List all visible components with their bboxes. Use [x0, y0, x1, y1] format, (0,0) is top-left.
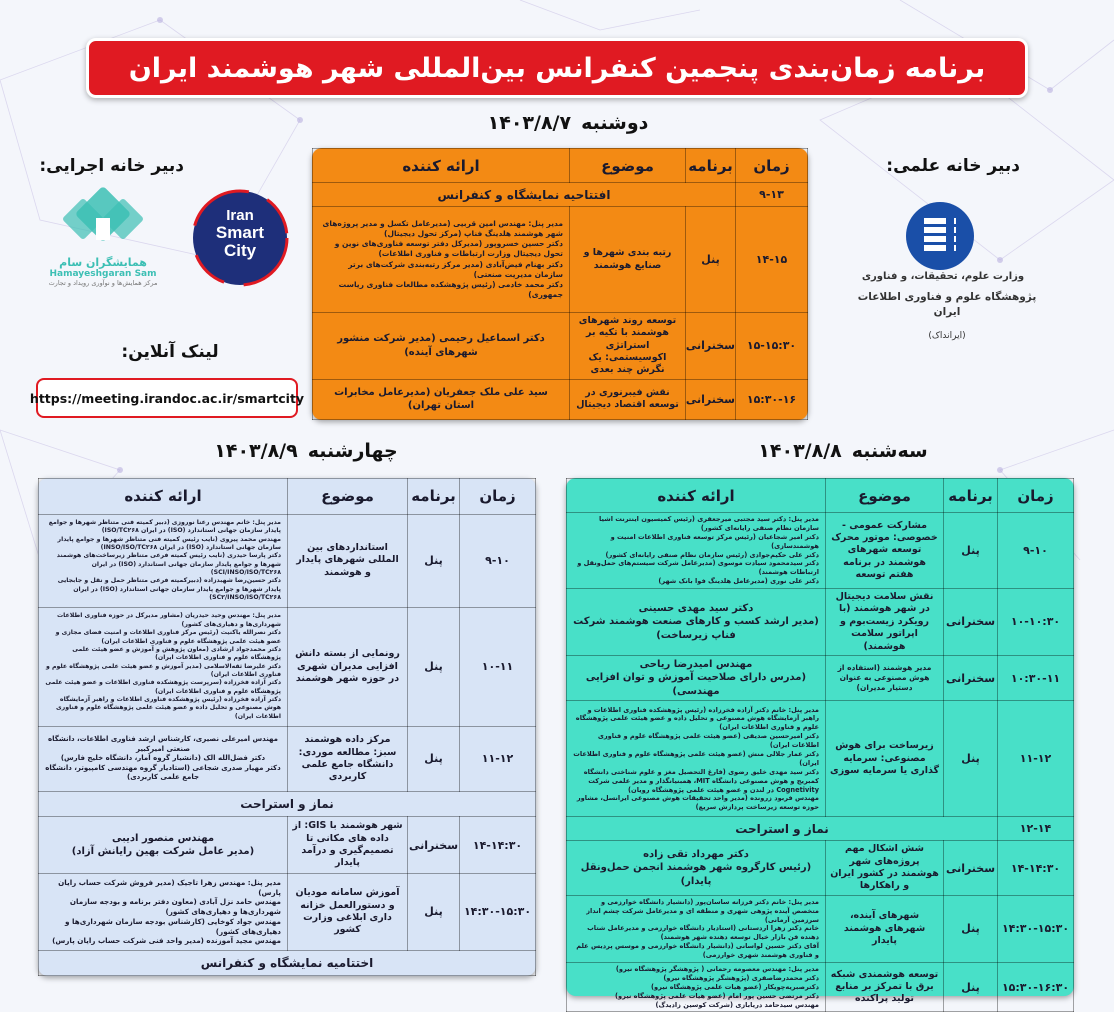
- row-presenters: [567, 841, 826, 895]
- presenter-line: سید علی ملک جعفریان (مدیرعامل مخابرات استان تهران): [334, 386, 548, 412]
- row-program: پنل: [944, 701, 998, 817]
- sci-secretariat-heading: دبیر خانه علمی:: [886, 156, 1020, 176]
- presenter-line: مهندس امیدرضا ریاحی: [639, 658, 753, 670]
- presenter-line: دکتر پارسا حیدری (نایب رئیس کمیته فرعی متناظر زیرساخت‌های هوشمند شهرها و جوامع پایدار سازمان جهانی استاندارد (ISO) در ایران SCI/INSO/ISO/TC۲۶۸): [56, 552, 281, 576]
- row-program: پنل: [944, 962, 998, 1011]
- row-topic: مدیر هوشمند (استفاده از هوش مصنوعی به عنوان دستیار مدیران): [826, 655, 944, 701]
- presenter-line: (مدرس دارای صلاحیت آموزش و توان افزایی مهندسی): [585, 672, 807, 697]
- day1-schedule-table: [312, 148, 808, 420]
- institute-name: پژوهشگاه علوم و فناوری اطلاعات ایران: [857, 291, 1037, 318]
- row-topic: شهرهای آینده، شهرهای هوشمند پایدار: [826, 895, 944, 962]
- table-row: [567, 962, 1074, 1011]
- sam-name: همایشگران سام: [59, 256, 147, 269]
- presenter-line: دکتر سید مهدی خلیق رضوی (فارغ التحصیل مغز و علوم شناختی دانشگاه کمبریج و هوش مصنوعی دانشگاه MIT، همبنیانگذار و مدیر علمی شرکت Cognetivity در لندن و عضو هیئت علمی پژوهشگاه رویان): [583, 767, 819, 794]
- row-program: سخنرانی: [686, 313, 736, 380]
- row-program: پنل: [944, 895, 998, 962]
- row-time: ۱۲-۱۴: [998, 817, 1074, 841]
- presenter-line: دکتر اسماعیل رحیمی (مدیر شرکت منشور شهرهای آینده): [337, 333, 545, 358]
- presenter-line: دکتر حسین خسروپور (مدیرکل دفتر توسعه فناوری‌های نوین و تحول دیجیتال وزارت ارتباطات و فناوری اطلاعات): [334, 239, 563, 259]
- exec-secretariat-heading: دبیر خانه اجرایی:: [39, 156, 184, 176]
- day2-heading: [738, 440, 948, 462]
- row-time: ۱۴-۱۴:۳۰: [460, 817, 536, 874]
- table-row: [39, 791, 536, 816]
- row-program: پنل: [686, 207, 736, 313]
- presenter-line: دکتر حسین‌رضا شهبدزاده (دبیرکمیته فرعی متناظر حمل و نقل و جابجایی پایدار شهرها و جوامع پایدار سازمان جهانی استاندارد (ISO) در ایران SC۲/INSO/ISO/TC۲۶۸): [57, 577, 281, 602]
- sam-latin-name: Hamayeshgaran Sam: [49, 269, 157, 279]
- day1-date: ۱۴۰۳/۸/۷: [487, 112, 572, 134]
- row-topic: توسعه روند شهرهای هوشمند با تکیه بر استراتژی اکوسیستمی: یک نگرش چند بعدی: [570, 313, 686, 380]
- prayer-break: نماز و استراحت: [39, 791, 536, 816]
- row-presenters: [39, 817, 288, 874]
- day2-label: سه‌شنبه: [851, 440, 928, 462]
- presenter-line: دکتر محمد خادمی (رئیس پژوهشکده مطالعات فناوری ریاست جمهوری): [338, 279, 563, 299]
- sam-subtitle: مرکز همایش‌ها و نوآوری رویداد و تجارت: [48, 279, 158, 287]
- row-topic: زیرساخت برای هوش مصنوعی: سرمایه گذاری یا سرمایه سوزی: [826, 701, 944, 817]
- presenter-line: دکتر علیرضا ثقه‌الاسلامی (مدیر آموزش و عضو هیئت علمی پژوهشگاه علوم و فناوری اطلاعات ایران): [45, 662, 281, 678]
- row-program: پنل: [408, 607, 460, 726]
- row-program: سخنرانی: [944, 589, 998, 656]
- row-topic: آموزش سامانه مودیان و دستورالعمل خزانه داری ابلاغی وزارت کشور: [288, 874, 408, 951]
- row-program: سخنرانی: [944, 655, 998, 701]
- day3-label: چهارشنبه: [307, 440, 398, 462]
- isc-line2: Smart: [215, 222, 265, 242]
- row-program: پنل: [944, 513, 998, 589]
- presenter-line: دکتر عمار جلالی منش (عضو هیئت علمی پژوهشگاه علوم و فناوری اطلاعات ایران): [573, 749, 819, 767]
- presenter-line: دکتر آزاده فخرزاده (رئیس پژوهشکده فناوری اطلاعات و راهبر آزمایشگاه هوش مصنوعی و تحلیل داده و عضو هیئت علمی پژوهشگاه علوم و فناوری اطلاعات ایران): [56, 696, 281, 720]
- prayer-break: نماز و استراحت: [567, 817, 998, 841]
- row-presenters: [39, 726, 288, 791]
- day3-schedule-table: [38, 478, 536, 976]
- row-program: پنل: [408, 514, 460, 607]
- header-presenter: ارائه کننده: [39, 479, 288, 515]
- header-program: برنامه: [408, 479, 460, 515]
- presenter-line: دکتر مهیار صدری شجاعی (استادیار گروه مهندسی کامپیوتر، دانشگاه جامع علمی کاربردی): [45, 763, 281, 782]
- presenter-line: مدیر پنل: خانم دکتر فرزانه ساسان‌پور (دانشیار دانشگاه خوارزمی و متخصص آینده پژوهی شهری و منطقه ای و مدیرعامل شرکت چشم انداز سرزمین آرمانی): [586, 897, 819, 924]
- presenter-line: دکتر مرتضی حسین پور امام (عضو هیات علمی پژوهشگاه نیرو): [615, 991, 819, 1000]
- row-time: ۱۵:۳۰-۱۶:۳۰: [998, 962, 1074, 1011]
- presenter-line: مدیر پنل: مهندس زهرا تاجیک (مدیر فروش شرکت حساب رایان پارس): [58, 877, 281, 897]
- row-time: ۹-۱۰: [460, 514, 536, 607]
- sam-logo-icon: [48, 190, 158, 252]
- table-row: [39, 817, 536, 874]
- header-presenter: ارائه کننده: [567, 479, 826, 513]
- row-presenters: [567, 513, 826, 589]
- isc-line1: Iran: [226, 207, 254, 224]
- header-topic: موضوع: [570, 149, 686, 183]
- presenter-line: مهندس حامد نزل آبادی (معاون دفتر برنامه و بودجه سازمان شهرداری‌ها و دهیاری‌های کشور): [69, 897, 281, 917]
- presenter-line: آقای دکتر حسین لواسانی (دانشیار دانشگاه خوارزمی و موسس پردیس علم و فناوری هوشمند شهری خوارزمی): [576, 942, 819, 960]
- row-topic: توسعه هوشمندی شبکه برق با تمرکز بر منابع تولید پراکنده: [826, 962, 944, 1011]
- row-topic: نقش فیبرنوری در توسعه اقتصاد دیجیتال: [570, 379, 686, 419]
- table-row: [313, 207, 808, 313]
- table-row: [567, 895, 1074, 962]
- row-time: ۱۴-۱۴:۳۰: [998, 841, 1074, 895]
- table-row: [567, 817, 1074, 841]
- page-title: برنامه زمان‌بندی پنجمین کنفرانس بین‌المللی شهر هوشمند ایران: [86, 38, 1028, 98]
- header-topic: موضوع: [288, 479, 408, 515]
- table-row: [39, 514, 536, 607]
- row-presenters: [313, 379, 570, 419]
- header-time: زمان: [736, 149, 808, 183]
- opening-ceremony: افتتاحیه نمایشگاه و کنفرانس: [313, 183, 736, 207]
- presenter-line: مهندس مجید آموزنده (مدیر واحد فنی شرکت حساب رایان پارس): [52, 936, 281, 946]
- presenter-line: مدیر پنل: مهندس معصومه رحمانی ( پژوهشگر پژوهشگاه نیرو): [615, 964, 819, 973]
- row-time: ۱۵-۱۵:۳۰: [736, 313, 808, 380]
- online-link-heading: لینک آنلاین:: [121, 342, 219, 362]
- presenter-line: دکتر محمدرضاصفری (پژوهشگر پژوهشگاه نیرو): [663, 973, 819, 982]
- row-topic: نقش سلامت دیجیتال در شهر هوشمند (با رویکرد زیست‌بوم و اپراتور سلامت هوشمند): [826, 589, 944, 656]
- row-time: ۱۱-۱۲: [998, 701, 1074, 817]
- presenter-line: مهندس جواد کوخایی (کارشناس بودجه سازمان شهرداری‌ها و دهیاری‌های کشور): [65, 916, 281, 936]
- presenter-line: دکترصبریه‌چویکار (عضو هیات علمی پژوهشگاه نیرو): [651, 982, 819, 991]
- header-program: برنامه: [944, 479, 998, 513]
- row-topic: شهر هوشمند با GIS: از داده های مکانی تا تصمیم‌گیری و درآمد پایدار: [288, 817, 408, 874]
- presenter-line: (مدیر ارشد کسب و کارهای صنعت هوشمند شرکت فناپ زیرساخت): [573, 616, 819, 641]
- presenter-line: دکتر سیدمحمود سیادت موسوی (مدیرعامل شرکت سیستم‌های حمل‌ونقل و ارتباطات هوشمند): [577, 559, 819, 577]
- table-row: [567, 655, 1074, 701]
- presenter-line: دکتر آزاده فخرزاده (سرپرست پژوهشکده فناوری اطلاعات و عضو هیئت علمی پژوهشگاه علوم و فناوری اطلاعات ایران): [45, 679, 281, 695]
- presenter-line: مهندس سیدحامد دریابازی (شرکت کوسین زادیدگ): [655, 1000, 819, 1009]
- table-row: [313, 313, 808, 380]
- presenter-line: (رئیس کارگروه شهر هوشمند انجمن حمل‌ونقل پایدار): [580, 862, 812, 887]
- row-topic: استانداردهای بین المللی شهرهای پایدار و هوشمند: [288, 514, 408, 607]
- row-topic: رونمایی از بسته دانش افزایی مدیران شهری در حوزه شهر هوشمند: [288, 607, 408, 726]
- presenter-line: مهندس منصور ادیبی: [111, 832, 215, 844]
- row-topic: مشارکت عمومی - خصوصی: موتور محرک توسعه شهرهای هوشمند در برنامه هفتم توسعه: [826, 513, 944, 589]
- online-meeting-link[interactable]: https://meeting.irandoc.ac.ir/smartcity: [36, 378, 298, 418]
- row-time: ۱۴:۳۰-۱۵:۳۰: [460, 874, 536, 951]
- header-time: زمان: [460, 479, 536, 515]
- presenter-line: دکتر محمدجواد ارشادی (معاون پژوهش و آموزش و عضو هیئت علمی پژوهشگاه علوم و فناوری اطلاعات ایران): [72, 645, 281, 662]
- presenter-line: دکتر امیر شجاعیان (رئیس مرکز توسعه فناوری اطلاعات امنیت و هوشمندسازی): [610, 532, 819, 550]
- table-row: [39, 607, 536, 726]
- isc-line3: City: [223, 240, 257, 260]
- row-time: ۱۵:۳۰-۱۶: [736, 379, 808, 419]
- row-program: سخنرانی: [686, 379, 736, 419]
- presenter-line: دکتر سید مهدی حسینی: [638, 602, 754, 614]
- institute-abbr: (ایرانداک): [928, 331, 966, 341]
- header-time: زمان: [998, 479, 1074, 513]
- row-presenters: [39, 514, 288, 607]
- hamayeshgaran-sam-logo: [48, 190, 158, 290]
- table-header-row: [39, 479, 536, 515]
- header-presenter: ارائه کننده: [313, 149, 570, 183]
- row-topic: مرکز داده هوشمند سبز: مطالعه موردی: دانشگاه جامع علمی کاربردی: [288, 726, 408, 791]
- table-row: [313, 183, 808, 207]
- row-time: ۱۰:۳۰-۱۱: [998, 655, 1074, 701]
- row-time: ۱۴:۳۰-۱۵:۳۰: [998, 895, 1074, 962]
- table-row: [567, 513, 1074, 589]
- row-program: پنل: [408, 874, 460, 951]
- row-presenters: [567, 589, 826, 656]
- presenter-line: مدیر پنل: دکتر سید مجتبی میرجعفری (رئیس کمیسیون اینترنت اشیا سازمان نظام صنفی رایانه‌ای کشور): [599, 515, 819, 532]
- table-row: [39, 874, 536, 951]
- row-topic: رتبه بندی شهرها و صنایع هوشمند: [570, 207, 686, 313]
- presenter-line: مهندس امیرعلی نصیری، کارشناس ارشد فناوری اطلاعات، دانشگاه صنعتی امیرکبیر: [47, 735, 279, 753]
- table-row: [567, 589, 1074, 656]
- presenter-line: دکتر مهرداد تقی زاده: [643, 848, 749, 860]
- row-presenters: [39, 874, 288, 951]
- table-row: [567, 701, 1074, 817]
- presenter-line: مدیر پنل: خانم مهندس رعنا نوروزی (دبیر کمیته فنی متناظر شهرها و جوامع پایدار سازمان جهانی استاندارد (ISO) در ایران ISO/TC۲۶۸): [48, 518, 281, 535]
- presenter-line: مدیر پنل: خانم دکتر آزاده فخرزاده (رئیس پژوهشکده فناوری اطلاعات و راهبر آزمایشگاه هوش مصنوعی و تحلیل داده و عضو هیئت علمی پژوهشگاه علوم و فناوری اطلاعات ایران): [575, 705, 819, 732]
- ministry-name: وزارت علوم، تحقیقات، و فناوری: [861, 271, 1025, 282]
- table-row: [567, 841, 1074, 895]
- header-program: برنامه: [686, 149, 736, 183]
- closing-ceremony: اختتامیه نمایشگاه و کنفرانس: [39, 950, 536, 975]
- presenter-line: دکتر بهنام فیض‌آبادی (مدیر مرکز رتبه‌بندی شرکت‌های برتر سازمان مدیریت صنعتی): [348, 259, 563, 279]
- row-presenters: [567, 655, 826, 701]
- row-time: ۹-۱۰: [998, 513, 1074, 589]
- row-presenters: [39, 607, 288, 726]
- row-time: ۹-۱۳: [736, 183, 808, 207]
- table-row: [313, 379, 808, 419]
- presenter-line: خانم دکتر زهرا اردستانی (استادیار دانشگاه خوارزمی و مدیرعامل شتاب دهنده فن بازار خیال توسعه دهنده شهر هوشمند): [587, 924, 819, 942]
- row-program: سخنرانی: [944, 841, 998, 895]
- presenter-line: دکتر علی نوری (مدیرعامل هلدینگ فوا بانک شهر): [658, 577, 819, 586]
- table-header-row: [567, 479, 1074, 513]
- irandoc-emblem-icon: [900, 196, 980, 276]
- day2-schedule-table: [566, 478, 1074, 1009]
- presenter-line: (مدیر عامل شرکت بهین رایانش آزاد): [71, 846, 255, 858]
- table-header-row: [313, 149, 808, 183]
- presenter-line: مدیر پنل: مهندس وحید حیدریان (مشاور مدیرکل در حوزه فناوری اطلاعات شهرداری‌ها و دهیاری‌های کشور): [56, 612, 281, 628]
- iran-smart-city-logo: [190, 188, 290, 288]
- row-time: ۱۰-۱۰:۳۰: [998, 589, 1074, 656]
- row-presenters: [313, 313, 570, 380]
- irandoc-logo: [900, 196, 980, 276]
- day3-date: ۱۴۰۳/۸/۹: [214, 440, 298, 462]
- row-program: سخنرانی: [408, 817, 460, 874]
- day3-heading: [196, 440, 416, 462]
- row-topic: شش اشکال مهم پروژه‌های شهر هوشمند در کشور ایران و راهکارها: [826, 841, 944, 895]
- row-presenters: [567, 962, 826, 1011]
- day1-label: دوشنبه: [581, 112, 649, 134]
- presenter-line: دکتر امیرحسین صدیقی (عضو هیئت علمی پژوهشگاه علوم و فناوری اطلاعات ایران): [597, 732, 819, 750]
- presenter-line: دکتر نصرالله یاکنیت (رئیس مرکز فناوری اطلاعات و امنیت فضای مجازی و عضو هیئت علمی پژوهشگاه علوم و فناوری اطلاعات ایران): [55, 629, 281, 645]
- table-row: [39, 726, 536, 791]
- day1-heading: [468, 112, 668, 134]
- row-program: پنل: [408, 726, 460, 791]
- row-presenters: [313, 207, 570, 313]
- row-time: ۱۰-۱۱: [460, 607, 536, 726]
- presenter-line: مدیر پنل: مهندس امین قربیی (مدیرعامل تکسل و مدیر پروژه‌های شهر هوشمند هلدینگ فناپ (مرکز تحول دیجیتال): [322, 219, 563, 239]
- table-row: [39, 950, 536, 975]
- row-presenters: [567, 701, 826, 817]
- day2-date: ۱۴۰۳/۸/۸: [758, 440, 842, 462]
- row-time: ۱۱-۱۲: [460, 726, 536, 791]
- presenter-line: دکتر علی حکیم‌جوادی (رئیس سازمان نظام صنفی رایانه‌ای کشور): [605, 550, 819, 559]
- presenter-line: مهندس محمد پیروی (نایب رئیس کمیته فنی متناظر شهرها و جوامع پایدار سازمان جهانی استاندارد (ISO) در ایران INSO/ISO/TC۲۶۸): [57, 535, 281, 551]
- presenter-line: دکتر فضل‌الله الک (دانشیار گروه آمار، دانشگاه خلیج فارس): [60, 754, 266, 763]
- header-topic: موضوع: [826, 479, 944, 513]
- presenter-line: مهندس فربود زرونده (مدیر واحد تحقیقات هوش مصنوعی ایرانسل، مشاور حوزه توسعه زیرساخت پردازش سریع): [576, 794, 819, 812]
- row-time: ۱۴-۱۵: [736, 207, 808, 313]
- row-presenters: [567, 895, 826, 962]
